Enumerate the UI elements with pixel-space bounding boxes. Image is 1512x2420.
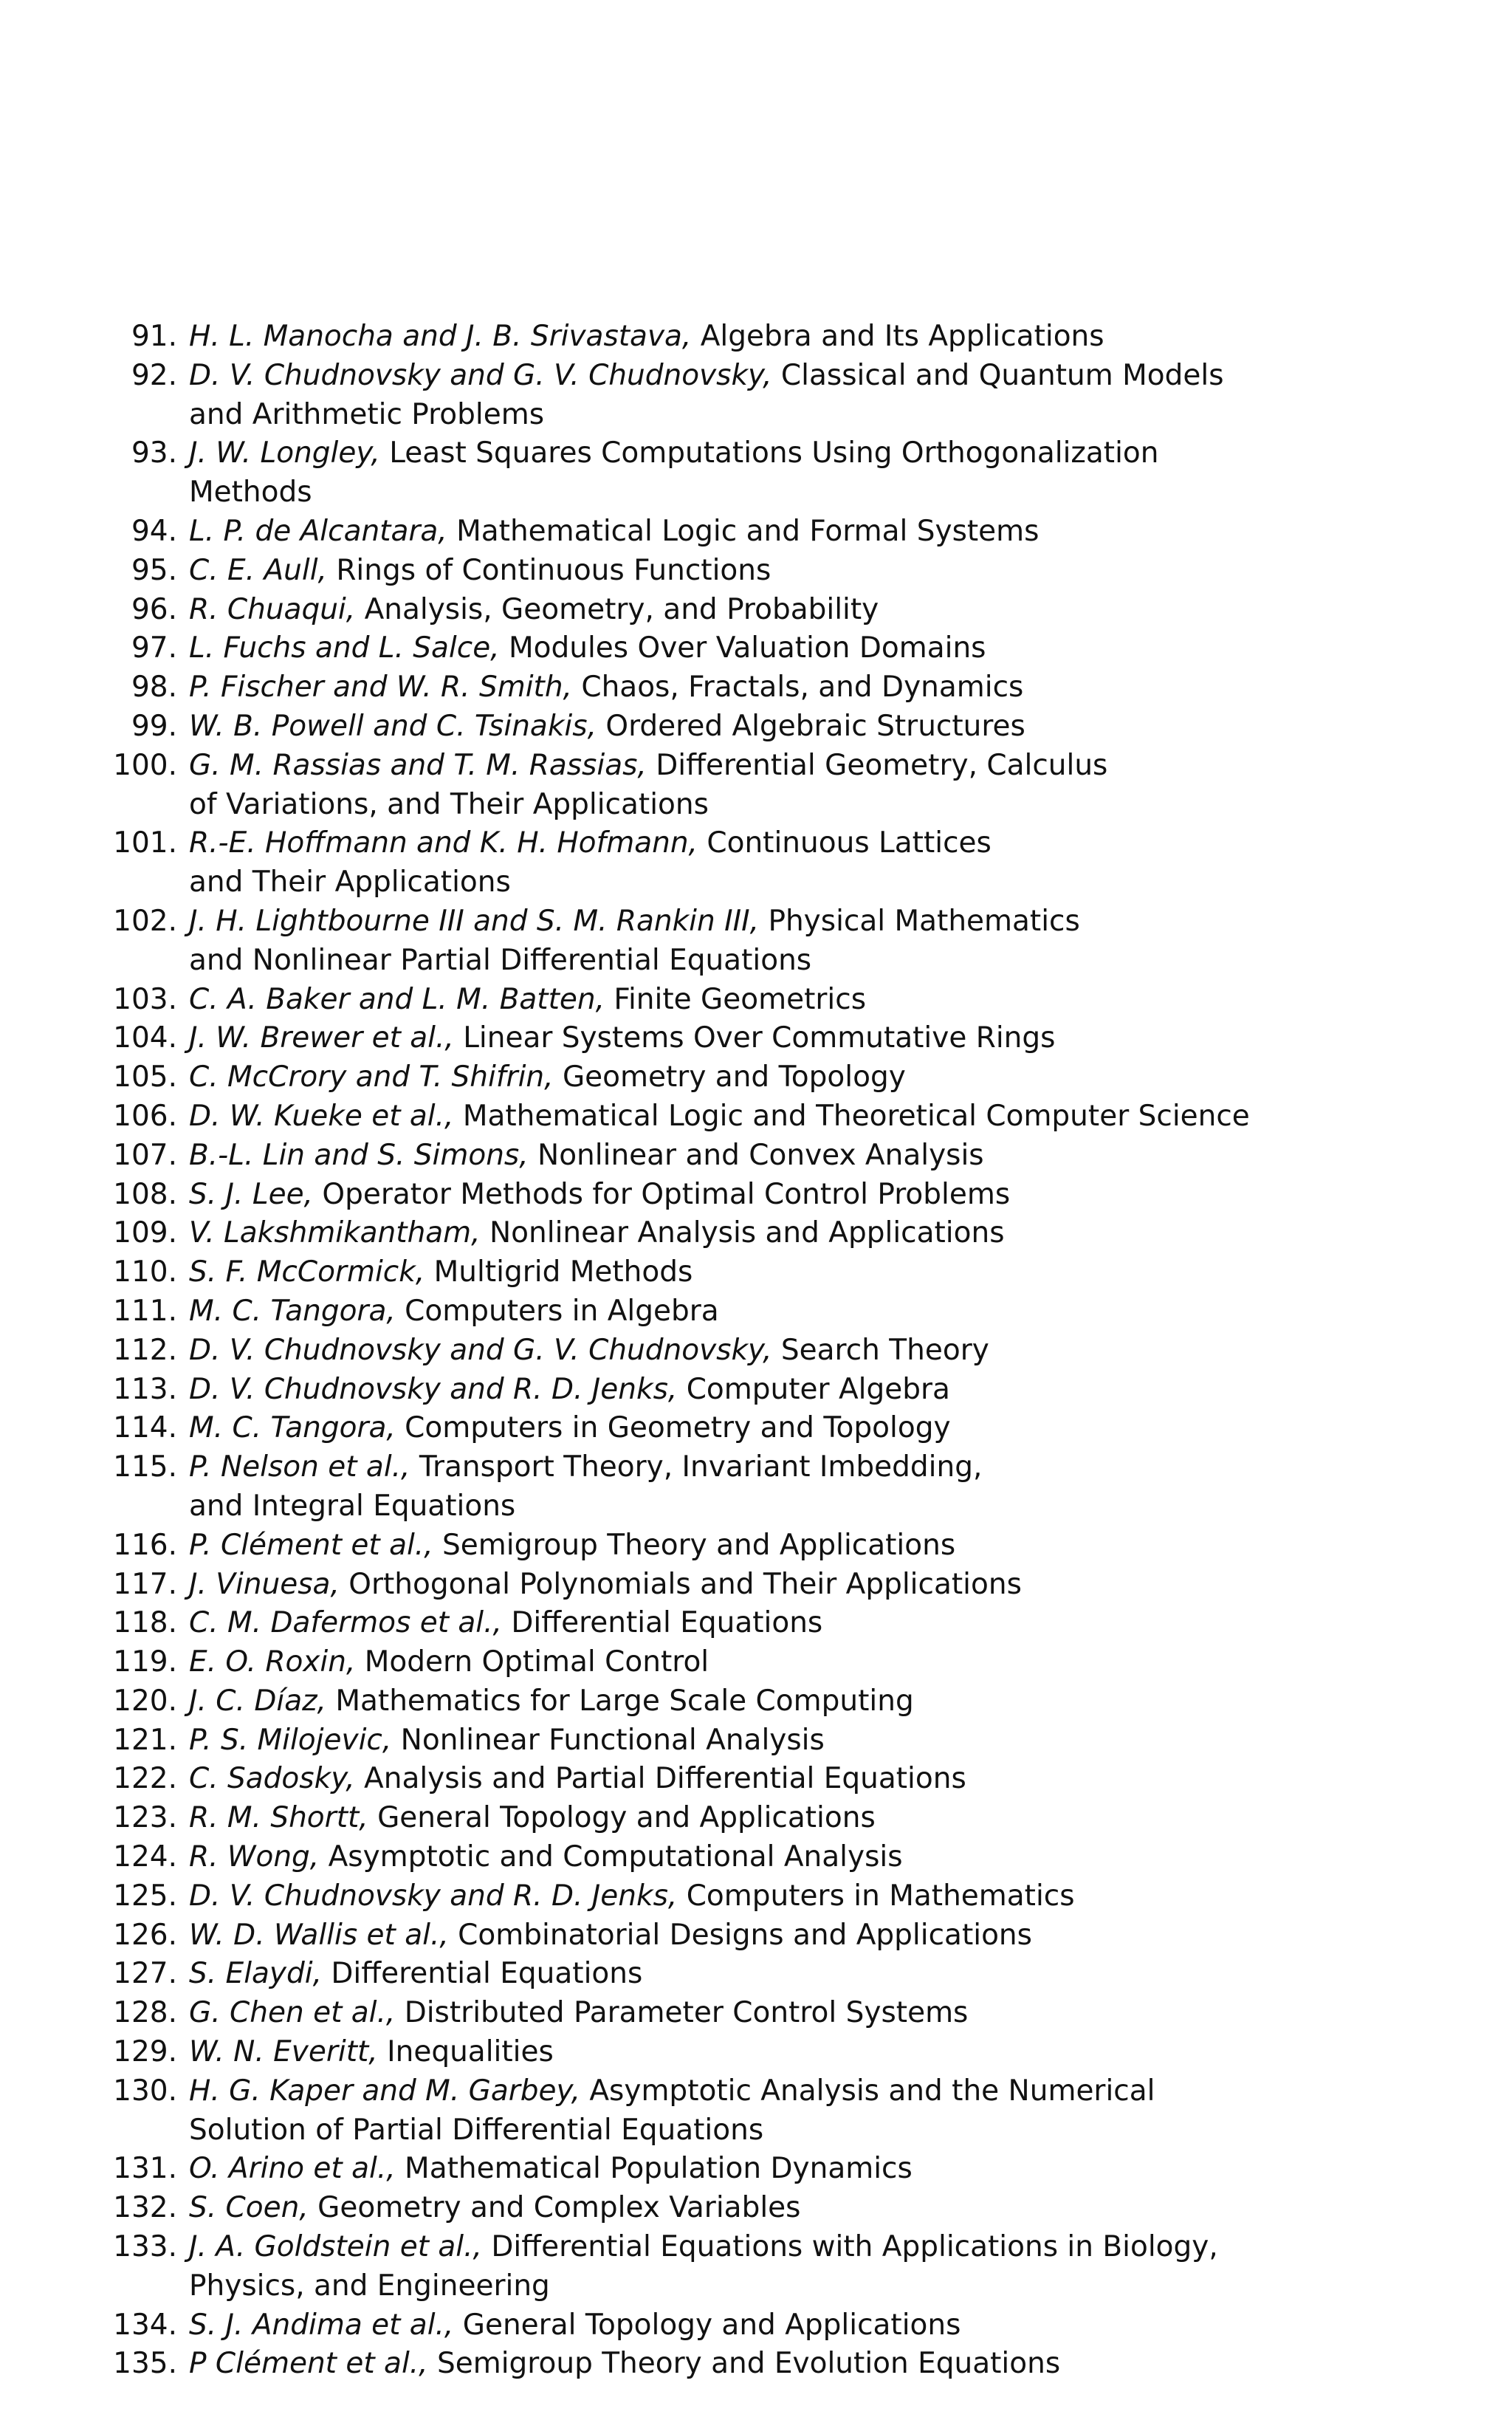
list-item	[96, 668, 1484, 707]
entry-body	[189, 357, 1484, 435]
list-item	[96, 902, 1484, 981]
entry-title: Computers in Algebra	[395, 1294, 719, 1328]
list-item	[96, 1877, 1484, 1916]
entry-number: 118.	[113, 1606, 177, 1640]
entry-authors: E. O. Roxin,	[189, 1645, 356, 1679]
entry-body	[189, 668, 1484, 707]
entry-authors: P. Clément et al.,	[189, 1528, 433, 1562]
entry-title: Physical Mathematics	[759, 904, 1080, 938]
list-item	[96, 2306, 1484, 2345]
entry-authors: D. V. Chudnovsky and R. D. Jenks,	[189, 1372, 678, 1406]
entry-authors: D. V. Chudnovsky and R. D. Jenks,	[189, 1879, 678, 1913]
entry-authors: S. F. McCormick,	[189, 1255, 425, 1289]
entry-body	[189, 1409, 1484, 1448]
entry-authors: V. Lakshmikantham,	[189, 1216, 481, 1250]
entry-title: General Topology and Applications	[453, 2308, 961, 2342]
list-item	[96, 1643, 1484, 1682]
entry-title: Geometry and Topology	[553, 1060, 906, 1094]
entry-authors: S. Coen,	[189, 2191, 309, 2225]
entry-number: 103.	[113, 982, 177, 1016]
list-item	[96, 1955, 1484, 1994]
entry-authors: W. B. Powell and C. Tsinakis,	[189, 709, 597, 743]
entry-title: Nonlinear and Convex Analysis	[528, 1138, 984, 1172]
entry-body	[189, 1721, 1484, 1761]
entry-title: Algebra and Its Applications	[691, 320, 1104, 353]
entry-number: 113.	[113, 1372, 177, 1406]
entry-title: Ordered Algebraic Structures	[596, 709, 1025, 743]
list-item	[96, 707, 1484, 747]
list-item	[96, 2033, 1484, 2072]
entry-number: 126.	[113, 1918, 177, 1952]
entry-body	[189, 318, 1484, 357]
entry-number: 122.	[113, 1762, 177, 1796]
entry-body	[189, 1760, 1484, 1799]
entry-body	[189, 1838, 1484, 1877]
entry-body	[189, 1097, 1484, 1137]
entry-body	[189, 513, 1484, 552]
entry-title: Analysis and Partial Differential Equations	[354, 1762, 966, 1796]
entry-title: Mathematics for Large Scale Computing	[326, 1684, 914, 1718]
list-item	[96, 1838, 1484, 1877]
list-item	[96, 1994, 1484, 2033]
entry-title-continued: and Arithmetic Problems	[189, 397, 545, 431]
entry-body	[189, 2072, 1484, 2150]
entry-title: Nonlinear Analysis and Applications	[480, 1216, 1005, 1250]
entry-title: Asymptotic and Computational Analysis	[319, 1840, 903, 1874]
list-item	[96, 1058, 1484, 1097]
entry-title: Multigrid Methods	[425, 1255, 693, 1289]
list-item	[96, 2345, 1484, 2384]
list-item	[96, 1253, 1484, 1292]
entry-authors: R.-E. Hoffmann and K. H. Hofmann,	[189, 826, 698, 860]
entry-number: 128.	[113, 1996, 177, 2030]
entry-body	[189, 981, 1484, 1020]
entry-authors: C. McCrory and T. Shifrin,	[189, 1060, 554, 1094]
entry-title-continued: Physics, and Engineering	[189, 2269, 550, 2303]
entry-authors: S. Elaydi,	[189, 1957, 322, 1991]
entry-number: 135.	[113, 2347, 177, 2381]
entry-body	[189, 1058, 1484, 1097]
entry-body	[189, 1604, 1484, 1643]
list-item	[96, 1137, 1484, 1176]
entry-body	[189, 1292, 1484, 1331]
entry-authors: P Clément et al.,	[189, 2347, 428, 2381]
entry-number: 93.	[131, 436, 177, 470]
entry-number: 108.	[113, 1177, 177, 1211]
list-item	[96, 1292, 1484, 1331]
entry-authors: B.-L. Lin and S. Simons,	[189, 1138, 529, 1172]
entry-authors: C. A. Baker and L. M. Batten,	[189, 982, 605, 1016]
entry-number: 95.	[131, 553, 177, 587]
entry-body	[189, 1214, 1484, 1253]
entry-authors: L. P. de Alcantara,	[189, 514, 447, 548]
list-item	[96, 1526, 1484, 1566]
entry-body	[189, 707, 1484, 747]
entry-number: 117.	[113, 1567, 177, 1601]
entry-authors: C. E. Aull,	[189, 553, 327, 587]
entry-number: 100.	[113, 748, 177, 782]
entry-number: 91.	[131, 320, 177, 353]
list-item	[96, 1448, 1484, 1526]
entry-body	[189, 1682, 1484, 1721]
entry-title: Computers in Geometry and Topology	[395, 1411, 951, 1445]
list-item	[96, 1019, 1484, 1058]
entry-body	[189, 1448, 1484, 1526]
entry-title: Least Squares Computations Using Orthogonalization	[379, 436, 1159, 470]
entry-title: Continuous Lattices	[697, 826, 992, 860]
entry-authors: J. W. Brewer et al.,	[189, 1021, 454, 1055]
entry-authors: P. Fischer and W. R. Smith,	[189, 671, 572, 705]
entry-number: 130.	[113, 2074, 177, 2108]
entry-authors: H. G. Kaper and M. Garbey,	[189, 2074, 580, 2108]
entry-number: 94.	[131, 514, 177, 548]
entry-body	[189, 434, 1484, 513]
entry-number: 132.	[113, 2191, 177, 2225]
list-item	[96, 591, 1484, 630]
entry-body	[189, 2228, 1484, 2306]
entry-number: 131.	[113, 2152, 177, 2186]
entry-title: Modern Optimal Control	[355, 1645, 709, 1679]
entry-authors: R. Chuaqui,	[189, 592, 356, 626]
entry-number: 102.	[113, 904, 177, 938]
entry-body	[189, 1253, 1484, 1292]
entry-body	[189, 1019, 1484, 1058]
list-item	[96, 1916, 1484, 1955]
entry-title: Distributed Parameter Control Systems	[395, 1996, 969, 2030]
entry-number: 127.	[113, 1957, 177, 1991]
list-item	[96, 1604, 1484, 1643]
entry-title: Geometry and Complex Variables	[308, 2191, 801, 2225]
book-series-list	[96, 318, 1484, 2384]
entry-number: 119.	[113, 1645, 177, 1679]
entry-authors: D. W. Kueke et al.,	[189, 1099, 454, 1133]
entry-authors: J. C. Díaz,	[189, 1684, 326, 1718]
entry-title: Computers in Mathematics	[677, 1879, 1075, 1913]
list-item	[96, 1176, 1484, 1215]
list-item	[96, 2189, 1484, 2228]
entry-title: Transport Theory, Invariant Imbedding,	[410, 1450, 983, 1484]
entry-authors: C. Sadosky,	[189, 1762, 355, 1796]
list-item	[96, 434, 1484, 513]
entry-number: 101.	[113, 826, 177, 860]
entry-title-continued: Methods	[189, 476, 312, 510]
entry-number: 106.	[113, 1099, 177, 1133]
entry-authors: W. N. Everitt,	[189, 2035, 378, 2069]
entry-authors: S. J. Andima et al.,	[189, 2308, 454, 2342]
entry-body	[189, 902, 1484, 981]
list-item	[96, 629, 1484, 668]
entry-authors: J. W. Longley,	[189, 436, 380, 470]
entry-title: Semigroup Theory and Evolution Equations	[427, 2347, 1061, 2381]
entry-authors: R. Wong,	[189, 1840, 320, 1874]
entry-number: 129.	[113, 2035, 177, 2069]
entry-number: 99.	[131, 709, 177, 743]
entry-number: 96.	[131, 592, 177, 626]
entry-title: Combinatorial Designs and Applications	[448, 1918, 1032, 1952]
entry-body	[189, 1176, 1484, 1215]
entry-body	[189, 1371, 1484, 1410]
entry-body	[189, 1955, 1484, 1994]
entry-title: Finite Geometrics	[604, 982, 867, 1016]
list-item	[96, 513, 1484, 552]
entry-title-continued: Solution of Partial Differential Equations	[189, 2113, 764, 2147]
entry-body	[189, 1994, 1484, 2033]
entry-number: 124.	[113, 1840, 177, 1874]
list-item	[96, 1214, 1484, 1253]
entry-number: 134.	[113, 2308, 177, 2342]
entry-number: 109.	[113, 1216, 177, 1250]
list-item	[96, 1409, 1484, 1448]
entry-title: Mathematical Logic and Formal Systems	[447, 514, 1040, 548]
list-item	[96, 747, 1484, 825]
entry-number: 110.	[113, 1255, 177, 1289]
entry-number: 125.	[113, 1879, 177, 1913]
entry-title: Modules Over Valuation Domains	[499, 631, 986, 665]
entry-authors: J. A. Goldstein et al.,	[189, 2230, 482, 2264]
entry-authors: P. Nelson et al.,	[189, 1450, 410, 1484]
entry-title: Differential Equations with Applications in Biology,	[481, 2230, 1218, 2264]
entry-title-continued: and Their Applications	[189, 865, 511, 899]
entry-body	[189, 629, 1484, 668]
entry-authors: M. C. Tangora,	[189, 1294, 396, 1328]
list-item	[96, 824, 1484, 902]
list-item	[96, 2228, 1484, 2306]
entry-body	[189, 1137, 1484, 1176]
entry-title-continued: and Integral Equations	[189, 1489, 516, 1523]
entry-title: Linear Systems Over Commutative Rings	[453, 1021, 1056, 1055]
entry-body	[189, 1526, 1484, 1566]
entry-number: 116.	[113, 1528, 177, 1562]
entry-body	[189, 2150, 1484, 2189]
entry-title-continued: and Nonlinear Partial Differential Equations	[189, 943, 812, 977]
list-item	[96, 1760, 1484, 1799]
list-item	[96, 2072, 1484, 2150]
entry-body	[189, 1799, 1484, 1838]
entry-authors: G. M. Rassias and T. M. Rassias,	[189, 748, 647, 782]
list-item	[96, 1682, 1484, 1721]
entry-number: 112.	[113, 1333, 177, 1367]
list-item	[96, 1097, 1484, 1137]
entry-title: Inequalities	[377, 2035, 554, 2069]
entry-title: Classical and Quantum Models	[772, 358, 1224, 392]
entry-body	[189, 1566, 1484, 1605]
list-item	[96, 1799, 1484, 1838]
entry-authors: M. C. Tangora,	[189, 1411, 396, 1445]
entry-body	[189, 2345, 1484, 2384]
entry-title: Search Theory	[772, 1333, 989, 1367]
entry-authors: D. V. Chudnovsky and G. V. Chudnovsky,	[189, 358, 772, 392]
entry-title: Orthogonal Polynomials and Their Applications	[339, 1567, 1022, 1601]
entry-number: 104.	[113, 1021, 177, 1055]
entry-authors: R. M. Shortt,	[189, 1801, 368, 1835]
entry-title: Mathematical Logic and Theoretical Computer Science	[453, 1099, 1250, 1133]
entry-number: 133.	[113, 2230, 177, 2264]
entry-number: 111.	[113, 1294, 177, 1328]
entry-body	[189, 2189, 1484, 2228]
entry-title: Differential Equations	[322, 1957, 643, 1991]
entry-title: Chaos, Fractals, and Dynamics	[571, 671, 1024, 705]
entry-title: Analysis, Geometry, and Probability	[355, 592, 879, 626]
list-item	[96, 1721, 1484, 1761]
entry-number: 98.	[131, 671, 177, 705]
entry-body	[189, 2306, 1484, 2345]
list-item	[96, 981, 1484, 1020]
entry-title: Rings of Continuous Functions	[326, 553, 772, 587]
entry-body	[189, 1916, 1484, 1955]
entry-title-continued: of Variations, and Their Applications	[189, 787, 709, 821]
entry-authors: C. M. Dafermos et al.,	[189, 1606, 502, 1640]
entry-number: 97.	[131, 631, 177, 665]
entry-authors: O. Arino et al.,	[189, 2152, 396, 2186]
entry-number: 105.	[113, 1060, 177, 1094]
entry-title: Mathematical Population Dynamics	[395, 2152, 913, 2186]
entry-title: General Topology and Applications	[368, 1801, 876, 1835]
entry-body	[189, 2033, 1484, 2072]
entry-number: 92.	[131, 358, 177, 392]
entry-number: 120.	[113, 1684, 177, 1718]
list-item	[96, 1566, 1484, 1605]
list-item	[96, 1371, 1484, 1410]
entry-title: Computer Algebra	[677, 1372, 950, 1406]
entry-number: 115.	[113, 1450, 177, 1484]
entry-title: Asymptotic Analysis and the Numerical	[580, 2074, 1155, 2108]
entry-body	[189, 1643, 1484, 1682]
entry-body	[189, 591, 1484, 630]
entry-body	[189, 824, 1484, 902]
entry-body	[189, 1877, 1484, 1916]
entry-authors: P. S. Milojevic,	[189, 1723, 392, 1757]
entry-authors: S. J. Lee,	[189, 1177, 313, 1211]
entry-body	[189, 1331, 1484, 1371]
entry-authors: G. Chen et al.,	[189, 1996, 396, 2030]
list-item	[96, 357, 1484, 435]
entry-title: Differential Equations	[501, 1606, 823, 1640]
list-item	[96, 552, 1484, 591]
list-item	[96, 2150, 1484, 2189]
entry-title: Semigroup Theory and Applications	[433, 1528, 956, 1562]
entry-authors: J. H. Lightbourne III and S. M. Rankin III,	[189, 904, 760, 938]
entry-title: Operator Methods for Optimal Control Problems	[312, 1177, 1011, 1211]
entry-title: Nonlinear Functional Analysis	[391, 1723, 825, 1757]
entry-body	[189, 747, 1484, 825]
list-item	[96, 1331, 1484, 1371]
entry-authors: J. Vinuesa,	[189, 1567, 340, 1601]
list-item	[96, 318, 1484, 357]
entry-number: 114.	[113, 1411, 177, 1445]
entry-authors: H. L. Manocha and J. B. Srivastava,	[189, 320, 692, 353]
entry-authors: W. D. Wallis et al.,	[189, 1918, 449, 1952]
entry-number: 107.	[113, 1138, 177, 1172]
entry-body	[189, 552, 1484, 591]
entry-number: 123.	[113, 1801, 177, 1835]
entry-number: 121.	[113, 1723, 177, 1757]
entry-authors: L. Fuchs and L. Salce,	[189, 631, 500, 665]
entry-title: Differential Geometry, Calculus	[646, 748, 1108, 782]
entry-authors: D. V. Chudnovsky and G. V. Chudnovsky,	[189, 1333, 772, 1367]
